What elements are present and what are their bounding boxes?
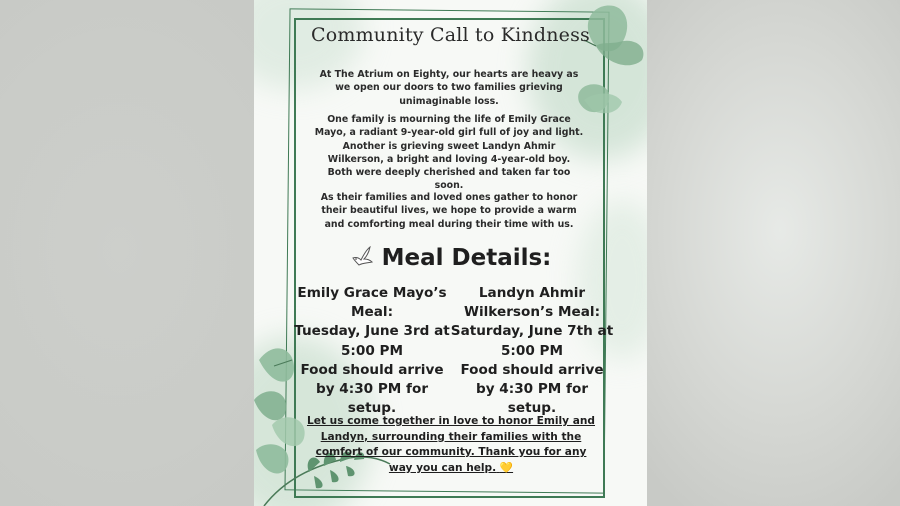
yellow-heart-icon: 💛 [499,461,514,474]
meal-emily-note: Food should arrive by 4:30 PM for setup. [300,361,444,417]
butterfly-leaves-icon [574,2,647,122]
meal-emily [292,284,452,418]
meal-landyn-note: Food should arrive by 4:30 PM for setup. [460,361,604,417]
meal-landyn-name: Landyn Ahmir Wilkerson’s Meal: [463,285,601,321]
meal-emily-name: Emily Grace Mayo’s Meal: [297,285,447,321]
meal-heading-text: Meal Details: [381,245,552,271]
meal-details-heading [254,244,647,274]
purpose-paragraph: As their families and loved ones gather to honor their beautiful lives, we hope to provide a warm and comforting meal during their time with us. [320,192,578,230]
closing-message [306,414,596,476]
flyer [254,0,647,506]
dove-icon [350,244,374,274]
meal-emily-date: Tuesday, June 3rd at 5:00 PM [294,323,450,359]
story-paragraph: One family is mourning the life of Emily Grace Mayo, a radiant 9-year-old girl full of joy and light. Another is grieving sweet Landyn Ahmir Wilkerson, a bright and loving 4-year-old boy. Both were deeply cherished and taken far too soon. [314,114,584,192]
closing-text: Let us come together in love to honor Emily and Landyn, surrounding their families with the comfort of our community. Thank you for any way you can help. [306,415,596,474]
flyer-title: Community Call to Kindness [311,24,590,46]
meal-landyn-date: Saturday, June 7th at 5:00 PM [450,323,614,359]
intro-paragraph: At The Atrium on Eighty, our hearts are heavy as we open our doors to two families grieving unimaginable loss. [319,69,579,107]
meal-landyn [450,284,614,418]
